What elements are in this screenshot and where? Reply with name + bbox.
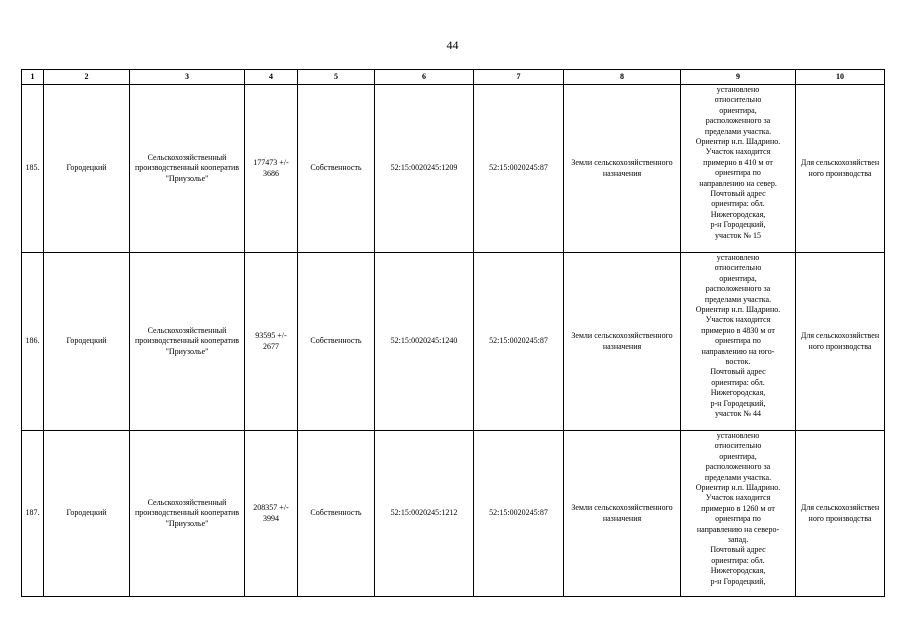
page-number: 44 <box>446 38 459 52</box>
district-cell: Городецкий <box>44 85 130 253</box>
district-cell: Городецкий <box>44 253 130 431</box>
right-cell: Собственность <box>298 431 375 597</box>
parent-cadastral-cell: 52:15:0020245:87 <box>474 253 564 431</box>
permitted-use-cell: Для сельскохозяйствен ного производства <box>796 253 885 431</box>
district-cell: Городецкий <box>44 431 130 597</box>
row-number: 185. <box>22 85 44 253</box>
location-cell <box>681 431 796 597</box>
land-category-cell: Земли сельскохозяйственного назначения <box>564 431 681 597</box>
location-text: установлено относительно ориентира, расположенного за пределами участка. Ориентир н.п. Шадрино. Участок находится примерно в 1260 м от ориентира по направлению на северо- запад. Почтовый адрес ориентира: обл. Нижегородская, р-н Городецкий, <box>695 431 781 586</box>
header-cell: 5 <box>298 70 375 85</box>
header-cell: 9 <box>681 70 796 85</box>
parent-cadastral-cell: 52:15:0020245:87 <box>474 431 564 597</box>
owner-cell: Сельскохозяйственный производственный кооператив "Приузолье" <box>130 431 245 597</box>
row-number: 187. <box>22 431 44 597</box>
owner-cell: Сельскохозяйственный производственный кооператив "Приузолье" <box>130 253 245 431</box>
area-cell: 93595 +/- 2677 <box>245 253 298 431</box>
parent-cadastral-cell: 52:15:0020245:87 <box>474 85 564 253</box>
land-category-cell: Земли сельскохозяйственного назначения <box>564 253 681 431</box>
header-cell: 4 <box>245 70 298 85</box>
location-text: установлено относительно ориентира, расположенного за пределами участка. Ориентир н.п. Шадрино. Участок находится примерно в 410 м от ориентира по направлению на север. Почтовый адрес ориентира: обл. Нижегородская, р-н Городецкий, участок № 15 <box>695 85 781 240</box>
header-row <box>22 70 885 85</box>
location-cell <box>681 85 796 253</box>
location-cell <box>681 253 796 431</box>
area-cell: 208357 +/- 3994 <box>245 431 298 597</box>
header-cell: 10 <box>796 70 885 85</box>
right-cell: Собственность <box>298 85 375 253</box>
location-text: установлено относительно ориентира, расположенного за пределами участка. Ориентир н.п. Шадрино. Участок находится примерно в 4830 м от ориентира по направлению на юго- восток. Почтовый адрес ориентира: обл. Нижегородская, р-н Городецкий, участок № 44 <box>695 253 781 419</box>
table-row <box>22 85 885 253</box>
header-cell: 7 <box>474 70 564 85</box>
table-row <box>22 431 885 597</box>
row-number: 186. <box>22 253 44 431</box>
header-cell: 1 <box>22 70 44 85</box>
right-cell: Собственность <box>298 253 375 431</box>
cadastral-number-cell: 52:15:0020245:1212 <box>375 431 474 597</box>
land-registry-table <box>21 69 885 597</box>
header-cell: 6 <box>375 70 474 85</box>
permitted-use-cell: Для сельскохозяйствен ного производства <box>796 85 885 253</box>
land-category-cell: Земли сельскохозяйственного назначения <box>564 85 681 253</box>
area-cell: 177473 +/- 3686 <box>245 85 298 253</box>
cadastral-number-cell: 52:15:0020245:1240 <box>375 253 474 431</box>
header-cell: 3 <box>130 70 245 85</box>
cadastral-number-cell: 52:15:0020245:1209 <box>375 85 474 253</box>
owner-cell: Сельскохозяйственный производственный кооператив "Приузолье" <box>130 85 245 253</box>
table-row <box>22 253 885 431</box>
header-cell: 8 <box>564 70 681 85</box>
header-cell: 2 <box>44 70 130 85</box>
permitted-use-cell: Для сельскохозяйствен ного производства <box>796 431 885 597</box>
